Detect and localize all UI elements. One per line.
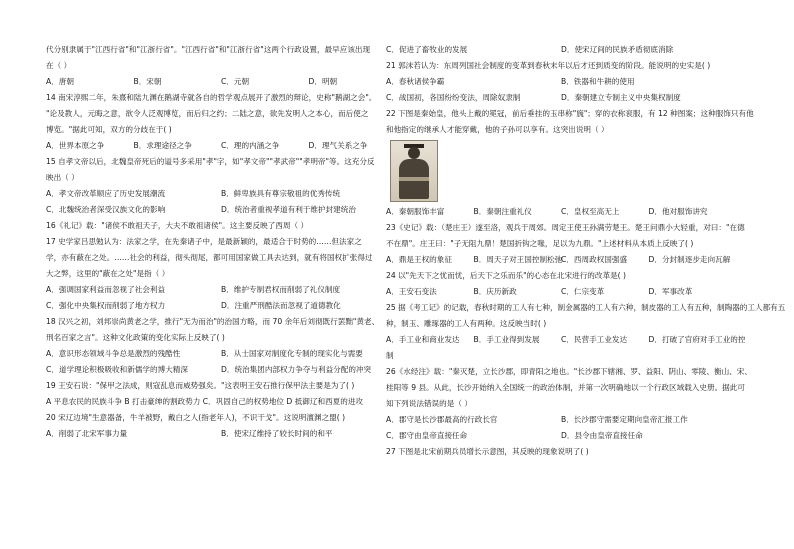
emperor-portrait-image <box>390 140 438 202</box>
answer-option[interactable]: C．西周政权国强盛 <box>561 255 628 264</box>
text-line: 24 以"先天下之忧而忧，后天下之乐而乐"的心态在北宋进行的改革是( ) <box>386 271 627 280</box>
answer-option[interactable]: C．皇权至高无上 <box>561 207 620 216</box>
answer-option[interactable]: A．郡守是长沙郡最高的行政长官 <box>386 415 498 424</box>
answer-option[interactable]: B．宋朝 <box>133 77 162 86</box>
text-line: 种，制玉、雕琢器的工人有两种。这反映当时( ) <box>386 319 547 328</box>
answer-option[interactable]: B．求理途径之争 <box>133 141 192 150</box>
answer-options <box>46 138 396 154</box>
answer-option[interactable]: B．长沙郡守需要定期向皇帝汇报工作 <box>561 415 688 424</box>
answer-options <box>386 204 736 220</box>
text-line: 22 下图是秦始皇，他头上戴的冕冠，前后垂挂的玉串称"旒"；穿的衣称衮服，有 12 种图案；这种服饰只有他 <box>386 109 754 118</box>
answer-option[interactable]: B．庆历新政 <box>473 287 517 296</box>
answer-option[interactable]: C．仁宗变革 <box>561 287 605 296</box>
text-line: 和他指定的继承人才能穿戴，他的子孙可以享有。这突出说明（ ） <box>386 125 609 134</box>
answer-option[interactable]: D．理气关系之争 <box>308 141 368 150</box>
answer-option[interactable]: A．世界本原之争 <box>46 141 105 150</box>
answer-options <box>386 284 736 300</box>
answer-option[interactable]: B．手工业得到发展 <box>473 335 540 344</box>
answer-options <box>386 42 736 58</box>
text-line: 20 宋辽边境"生意器备，牛羊被野，戴白之人(指老年人)，不识干戈"。这说明澶渊之盟( ) <box>46 413 346 422</box>
text-line: 制 <box>386 351 394 360</box>
text-line: 刑名百家之言"。这种文化政策的变化实际上反映了( ) <box>46 333 225 342</box>
answer-option[interactable]: B．鲜卑族具有尊宗敬祖的优秀传统 <box>221 189 341 198</box>
answer-option[interactable]: C．道学理论积极吸收和新儒学的博大精深 <box>46 365 188 374</box>
answer-options <box>386 428 736 444</box>
answer-option[interactable]: D．县令由皇帝直接任命 <box>561 431 643 440</box>
answer-option[interactable]: D．军事改革 <box>648 287 693 296</box>
text-line: 25 据《考工记》的记载，春秋时期的工人有七种，制金属器的工人有六种，制皮器的工人有五种，制陶器的工人都有五 <box>386 303 786 312</box>
text-line: 在（ ） <box>46 61 72 70</box>
text-line: 大之弊，这里的"蔽在之处"是指（ ） <box>46 269 170 278</box>
answer-option[interactable]: B．秦朝注重礼仪 <box>473 207 532 216</box>
right-column <box>386 42 786 460</box>
answer-option[interactable]: B．周天子对王国控制松弛 <box>473 255 563 264</box>
answer-options <box>46 202 396 218</box>
answer-options <box>46 282 396 298</box>
answer-option[interactable]: D．注重严刑酷法而忽视了道德教化 <box>221 301 341 310</box>
text-line: A 平息农民的民族斗争 B 打击豪绅的割政势力 C．巩固自己的权势地位 D 抵御辽和西夏的进攻 <box>46 397 364 406</box>
answer-option[interactable]: A．唐朝 <box>46 77 74 86</box>
answer-option[interactable]: A．意识形态领域斗争总是激烈的残酷性 <box>46 349 181 358</box>
answer-option[interactable]: A．削弱了北宋军事力量 <box>46 429 128 438</box>
text-line: 博览。"据此可知，双方的分歧在于( ) <box>46 125 172 134</box>
text-line: 21 郭沫若认为：东周列国社会制度的变革到春秋末年以后才还到质变的阶段。能说明的史实是( ) <box>386 61 711 70</box>
text-line: 不在鼎"。庄王曰："子无阻九鼎！楚国折钩之喙，足以为九鼎。"上述材料从本质上反映了( ) <box>386 239 694 248</box>
answer-option[interactable]: D．统治集团内部权力争夺与利益分配的冲突 <box>221 365 372 374</box>
answer-option[interactable]: C．郡守由皇帝直接任命 <box>386 431 468 440</box>
text-line: 23《史记》载：（楚庄王）遂至洛，观兵于周郊。周定王使王孙满劳楚王。楚王问鼎小大轻重，对曰："在德 <box>386 223 745 232</box>
answer-option[interactable]: C．强化中央集权而削弱了地方权力 <box>46 301 166 310</box>
answer-options <box>46 362 396 378</box>
answer-options <box>46 74 396 90</box>
answer-option[interactable]: D．秦朝建立专制主义中央集权制度 <box>561 93 681 102</box>
answer-option[interactable]: A．手工业和商业发达 <box>386 335 460 344</box>
answer-options <box>46 298 396 314</box>
text-line: 26《水经注》载："秦灭楚，立长沙郡，即青阳之地也。"长沙郡下辖湘、罗、益阳、阴山、零陵、衡山、宋、 <box>386 367 752 376</box>
answer-option[interactable]: C．促进了畜牧业的发展 <box>386 45 468 54</box>
answer-option[interactable]: D．分封制逐步走向瓦解 <box>648 255 731 264</box>
answer-options <box>46 346 396 362</box>
answer-option[interactable]: B．维护专制君权而削弱了礼仪制度 <box>221 285 341 294</box>
answer-option[interactable]: A．王安石变法 <box>386 287 437 296</box>
text-line: 17 史学家吕思勉认为：法家之学，在先秦诸子中，是最新颖的，最适合于时势的……但法家之 <box>46 237 362 246</box>
answer-option[interactable]: C．元朝 <box>221 77 250 86</box>
answer-option[interactable]: C．北魏统治者深受汉族文化的影响 <box>46 205 166 214</box>
answer-options <box>386 90 736 106</box>
answer-option[interactable]: D．他对服饰讲究 <box>648 207 708 216</box>
text-line: 学，亦有蔽在之处。……社会的利益，彻头彻尾，都可用国家做工具去达到，就有将国权扩张得过 <box>46 253 373 262</box>
answer-options <box>386 74 736 90</box>
text-line: 代分别隶属于"江西行省"和"江浙行省"。"江西行省"和"江浙行省"这两个行政设置，最早应该出现 <box>46 45 371 54</box>
text-line: 知下列说法错误的是（ ） <box>386 399 472 408</box>
answer-options <box>386 252 736 268</box>
answer-options <box>46 186 396 202</box>
text-line: 15 自孝文帝以后，北魏皇帝死后的谥号多采用"孝"字，如"孝文帝""孝武帝""孝明帝"等。这充分反 <box>46 157 375 166</box>
answer-option[interactable]: A．强调国家利益而忽视了社会利益 <box>46 285 166 294</box>
text-line: 14 南宋淳熙二年，朱熹和陆九渊在鹅湖寺就各自的哲学观点展开了激烈的辩论，史称"鹅湖之会"。 <box>46 93 377 102</box>
answer-options <box>386 332 746 348</box>
answer-option[interactable]: B．铁器和牛耕的使用 <box>561 77 635 86</box>
answer-options <box>46 426 396 442</box>
answer-option[interactable]: C．战国初，各国纷纷变法，周除奴隶制 <box>386 93 521 102</box>
answer-option[interactable]: C．民营手工业发达 <box>561 335 628 344</box>
text-line: 桂阳等 9 县。从此，长沙开始纳入全国统一的政治体制，并第一次明确地以一个行政区域载入史册。据此可 <box>386 383 745 392</box>
text-line: 映出（ ） <box>46 173 79 182</box>
answer-option[interactable]: A．孝文帝改革顺应了历史发展潮流 <box>46 189 166 198</box>
left-column <box>46 42 396 442</box>
text-line: 18 汉兴之初，刘邦崇尚黄老之学，推行"无为而治"的治国方略，而 70 余年后刘彻既行罢黜"黄老、 <box>46 317 380 326</box>
answer-option[interactable]: B．从士国家对制度化专制的现实化与需要 <box>221 349 363 358</box>
answer-options <box>386 412 736 428</box>
text-line: "论及教人，元晦之意，欲令人泛观博览，而后归之约；二陆之意，欲先发明人之本心，而后使之 <box>46 109 369 118</box>
answer-option[interactable]: D．打破了官府对手工业的控 <box>648 335 746 344</box>
answer-option[interactable]: D．明朝 <box>308 77 338 86</box>
answer-option[interactable]: D．使宋辽间的民族矛盾彻底消除 <box>561 45 674 54</box>
text-line: 19 王安石说："保甲之法成，则寇乱息而威势强矣。"这表明王安石推行保甲法主要是为了( ) <box>46 381 355 390</box>
answer-option[interactable]: C．理的内涵之争 <box>221 141 280 150</box>
answer-option[interactable]: A．秦朝服饰丰富 <box>386 207 445 216</box>
text-line: 27 下图是北宋前期兵员增长示意图，其反映的现象说明了( ) <box>386 447 589 456</box>
answer-option[interactable]: A．春秋诸侯争霸 <box>386 77 445 86</box>
answer-option[interactable]: D．统治者重视孝道有利于维护封建统治 <box>221 205 356 214</box>
text-line: 16《礼记》载："诸侯不敢祖天子，大夫不敢祖诸侯"。这主要反映了西周（ ） <box>46 221 309 230</box>
answer-option[interactable]: A．鼎是王权的象征 <box>386 255 452 264</box>
answer-option[interactable]: B．使宋辽维持了较长时间的和平 <box>221 429 333 438</box>
